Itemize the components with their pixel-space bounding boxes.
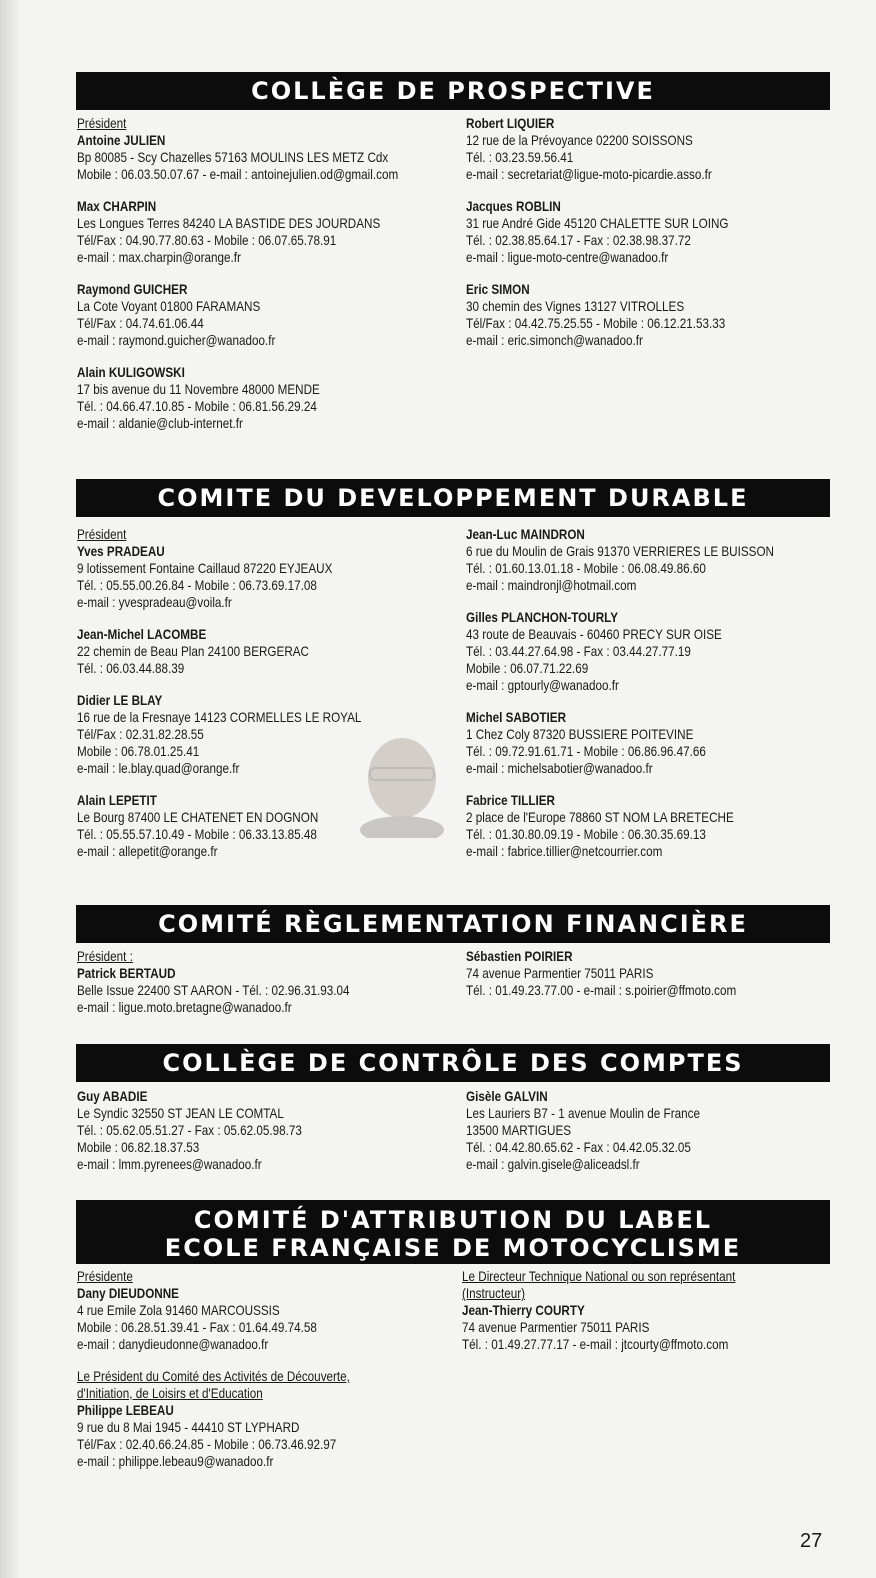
contact-detail: Les Longues Terres 84240 LA BASTIDE DES JOURDANS: [77, 216, 381, 231]
contact-entry: [77, 626, 361, 677]
contact-detail: Tél. : 03.44.27.64.98 - Fax : 03.44.27.77.19: [466, 644, 691, 659]
contact-entry: [466, 281, 729, 349]
contact-detail: Mobile : 06.78.01.25.41: [77, 744, 200, 759]
contact-entry: [77, 792, 361, 860]
contact-detail: Tél. : 03.23.59.56.41: [466, 150, 574, 165]
contact-entry: [466, 115, 729, 183]
contact-detail: Tél. : 05.55.00.26.84 - Mobile : 06.73.69.17.08: [77, 578, 317, 593]
contact-entry: [77, 1268, 350, 1353]
contact-detail: Tél. : 01.49.23.77.00 - e-mail : s.poirier@ffmoto.com: [466, 983, 737, 998]
contact-name: Guy ABADIE: [77, 1089, 148, 1104]
contact-name: Jean-Luc MAINDRON: [466, 527, 585, 542]
contact-detail: 30 chemin des Vignes 13127 VITROLLES: [466, 299, 685, 314]
s2-right-column: [466, 526, 774, 875]
section-title-developpement-durable: COMITE DU DEVELOPPEMENT DURABLE: [76, 479, 830, 517]
contact-detail: Mobile : 06.07.71.22.69: [466, 661, 589, 676]
contact-name: Didier LE BLAY: [77, 693, 163, 708]
contact-detail: Tél/Fax : 02.31.82.28.55: [77, 727, 204, 742]
contact-detail: Belle Issue 22400 ST AARON - Tél. : 02.96.31.93.04: [77, 983, 350, 998]
contact-entry: [77, 526, 361, 611]
contact-name: Philippe LEBEAU: [77, 1403, 174, 1418]
contact-detail: e-mail : allepetit@orange.fr: [77, 844, 218, 859]
contact-name: Antoine JULIEN: [77, 133, 166, 148]
contact-entry: [466, 1088, 700, 1173]
contact-name: Jean-Thierry COURTY: [462, 1303, 585, 1318]
contact-entry: [77, 948, 350, 1016]
contact-name: Yves PRADEAU: [77, 544, 165, 559]
contact-name: Max CHARPIN: [77, 199, 157, 214]
contact-detail: e-mail : maindronjl@hotmail.com: [466, 578, 637, 593]
contact-detail: Tél. : 04.66.47.10.85 - Mobile : 06.81.56.29.24: [77, 399, 317, 414]
contact-name: Sébastien POIRIER: [466, 949, 573, 964]
contact-name: Raymond GUICHER: [77, 282, 188, 297]
contact-detail: 9 lotissement Fontaine Caillaud 87220 EYJEAUX: [77, 561, 333, 576]
contact-detail: Tél. : 05.62.05.51.27 - Fax : 05.62.05.98.73: [77, 1123, 302, 1138]
contact-detail: Mobile : 06.82.18.37.53: [77, 1140, 200, 1155]
s5-left-column: [77, 1268, 350, 1485]
contact-detail: 74 avenue Parmentier 75011 PARIS: [462, 1320, 650, 1335]
contact-entry: [77, 364, 398, 432]
contact-detail: 74 avenue Parmentier 75011 PARIS: [466, 966, 654, 981]
contact-entry: [77, 115, 398, 183]
contact-entry: [466, 526, 774, 594]
contact-name: Jacques ROBLIN: [466, 199, 561, 214]
contact-detail: e-mail : raymond.guicher@wanadoo.fr: [77, 333, 276, 348]
section-title-line-2: ECOLE FRANÇAISE DE MOTOCYCLISME: [164, 1234, 742, 1262]
contact-detail: La Cote Voyant 01800 FARAMANS: [77, 299, 261, 314]
contact-entry: [77, 1368, 350, 1470]
contact-detail: e-mail : galvin.gisele@aliceadsl.fr: [466, 1157, 640, 1172]
contact-name: Gisèle GALVIN: [466, 1089, 548, 1104]
contact-detail: e-mail : max.charpin@orange.fr: [77, 250, 241, 265]
contact-detail: Bp 80085 - Scy Chazelles 57163 MOULINS LES METZ Cdx: [77, 150, 389, 165]
s1-left-column: [77, 115, 398, 447]
contact-name: Dany DIEUDONNE: [77, 1286, 179, 1301]
contact-role: Le Président du Comité des Activités de Découverte,: [77, 1369, 350, 1384]
contact-detail: 17 bis avenue du 11 Novembre 48000 MENDE: [77, 382, 320, 397]
contact-role: Président :: [77, 949, 133, 964]
contact-role: Président: [77, 116, 127, 131]
s1-right-column: [466, 115, 729, 364]
contact-detail: e-mail : danydieudonne@wanadoo.fr: [77, 1337, 269, 1352]
page-edge: [0, 0, 22, 1578]
s4-right-column: [466, 1088, 700, 1188]
contact-name: Gilles PLANCHON-TOURLY: [466, 610, 619, 625]
contact-detail: e-mail : fabrice.tillier@netcourrier.com: [466, 844, 663, 859]
contact-detail: e-mail : michelsabotier@wanadoo.fr: [466, 761, 653, 776]
contact-detail: Tél. : 01.30.80.09.19 - Mobile : 06.30.35.69.13: [466, 827, 706, 842]
contact-detail: Le Bourg 87400 LE CHATENET EN DOGNON: [77, 810, 319, 825]
contact-detail: 22 chemin de Beau Plan 24100 BERGERAC: [77, 644, 310, 659]
contact-name: Robert LIQUIER: [466, 116, 555, 131]
contact-detail: Tél/Fax : 04.74.61.06.44: [77, 316, 204, 331]
contact-detail: 13500 MARTIGUES: [466, 1123, 572, 1138]
contact-detail: Le Syndic 32550 ST JEAN LE COMTAL: [77, 1106, 284, 1121]
contact-entry: [466, 792, 774, 860]
s5-right-column: [462, 1268, 735, 1368]
contact-detail: Tél/Fax : 04.42.75.25.55 - Mobile : 06.12.21.53.33: [466, 316, 726, 331]
contact-entry: [466, 948, 736, 999]
contact-name: Alain LEPETIT: [77, 793, 157, 808]
s2-left-column: [77, 526, 361, 875]
contact-detail: Mobile : 06.03.50.07.67 - e-mail : antoinejulien.od@gmail.com: [77, 167, 399, 182]
contact-entry: [77, 692, 361, 777]
contact-name: Alain KULIGOWSKI: [77, 365, 185, 380]
contact-entry: [77, 281, 398, 349]
section-title-college-prospective: COLLÈGE DE PROSPECTIVE: [76, 72, 830, 110]
contact-detail: Tél. : 01.49.27.77.17 - e-mail : jtcourty@ffmoto.com: [462, 1337, 729, 1352]
contact-detail: 4 rue Emile Zola 91460 MARCOUSSIS: [77, 1303, 280, 1318]
contact-detail: 2 place de l'Europe 78860 ST NOM LA BRETECHE: [466, 810, 734, 825]
contact-detail: 43 route de Beauvais - 60460 PRECY SUR OISE: [466, 627, 722, 642]
contact-detail: e-mail : le.blay.quad@orange.fr: [77, 761, 240, 776]
portrait-photo: [356, 730, 448, 838]
contact-entry: [77, 198, 398, 266]
contact-role: Présidente: [77, 1269, 133, 1284]
contact-detail: e-mail : philippe.lebeau9@wanadoo.fr: [77, 1454, 274, 1469]
contact-detail: 31 rue André Gide 45120 CHALETTE SUR LOING: [466, 216, 729, 231]
contact-detail: Tél/Fax : 02.40.66.24.85 - Mobile : 06.73.46.92.97: [77, 1437, 337, 1452]
contact-name: Eric SIMON: [466, 282, 530, 297]
contact-detail: e-mail : yvespradeau@voila.fr: [77, 595, 232, 610]
contact-detail: e-mail : lmm.pyrenees@wanadoo.fr: [77, 1157, 262, 1172]
contact-detail: e-mail : gptourly@wanadoo.fr: [466, 678, 619, 693]
contact-detail: Tél. : 06.03.44.88.39: [77, 661, 185, 676]
contact-entry: [466, 709, 774, 777]
contact-name: Fabrice TILLIER: [466, 793, 555, 808]
contact-role: Le Directeur Technique National ou son représentant: [462, 1269, 736, 1284]
section-title-controle-comptes: COLLÈGE DE CONTRÔLE DES COMPTES: [76, 1044, 830, 1082]
contact-role: (Instructeur): [462, 1286, 526, 1301]
contact-detail: 1 Chez Coly 87320 BUSSIERE POITEVINE: [466, 727, 694, 742]
section-title-reglementation-financiere: COMITÉ RÈGLEMENTATION FINANCIÈRE: [76, 905, 830, 943]
contact-detail: Tél. : 04.42.80.65.62 - Fax : 04.42.05.32.05: [466, 1140, 691, 1155]
contact-detail: Tél/Fax : 04.90.77.80.63 - Mobile : 06.07.65.78.91: [77, 233, 337, 248]
page-number: 27: [800, 1530, 823, 1552]
contact-detail: Tél. : 09.72.91.61.71 - Mobile : 06.86.96.47.66: [466, 744, 706, 759]
contact-name: Michel SABOTIER: [466, 710, 567, 725]
contact-role: Président: [77, 527, 127, 542]
s3-right-column: [466, 948, 736, 1014]
contact-detail: Tél. : 01.60.13.01.18 - Mobile : 06.08.49.86.60: [466, 561, 706, 576]
contact-role: d'Initiation, de Loisirs et d'Education: [77, 1386, 263, 1401]
contact-entry: [77, 1088, 302, 1173]
s4-left-column: [77, 1088, 302, 1188]
contact-entry: [466, 198, 729, 266]
contact-detail: Tél. : 02.38.85.64.17 - Fax : 02.38.98.37.72: [466, 233, 691, 248]
contact-detail: 12 rue de la Prévoyance 02200 SOISSONS: [466, 133, 693, 148]
contact-detail: e-mail : secretariat@ligue-moto-picardie.asso.fr: [466, 167, 712, 182]
contact-detail: e-mail : eric.simonch@wanadoo.fr: [466, 333, 643, 348]
section-title-label-efm: [76, 1200, 830, 1264]
contact-entry: [466, 609, 774, 694]
contact-detail: e-mail : ligue-moto-centre@wanadoo.fr: [466, 250, 669, 265]
s3-left-column: [77, 948, 350, 1031]
contact-entry: [462, 1268, 735, 1353]
contact-detail: 16 rue de la Fresnaye 14123 CORMELLES LE ROYAL: [77, 710, 362, 725]
contact-name: Patrick BERTAUD: [77, 966, 176, 981]
contact-detail: 6 rue du Moulin de Grais 91370 VERRIERES LE BUISSON: [466, 544, 775, 559]
section-title-line-1: COMITÉ D'ATTRIBUTION DU LABEL: [193, 1206, 713, 1234]
contact-detail: e-mail : ligue.moto.bretagne@wanadoo.fr: [77, 1000, 292, 1015]
contact-detail: Mobile : 06.28.51.39.41 - Fax : 01.64.49.74.58: [77, 1320, 317, 1335]
contact-detail: e-mail : aldanie@club-internet.fr: [77, 416, 243, 431]
contact-detail: Les Lauriers B7 - 1 avenue Moulin de France: [466, 1106, 700, 1121]
contact-name: Jean-Michel LACOMBE: [77, 627, 207, 642]
contact-detail: 9 rue du 8 Mai 1945 - 44410 ST LYPHARD: [77, 1420, 300, 1435]
contact-detail: Tél. : 05.55.57.10.49 - Mobile : 06.33.13.85.48: [77, 827, 317, 842]
